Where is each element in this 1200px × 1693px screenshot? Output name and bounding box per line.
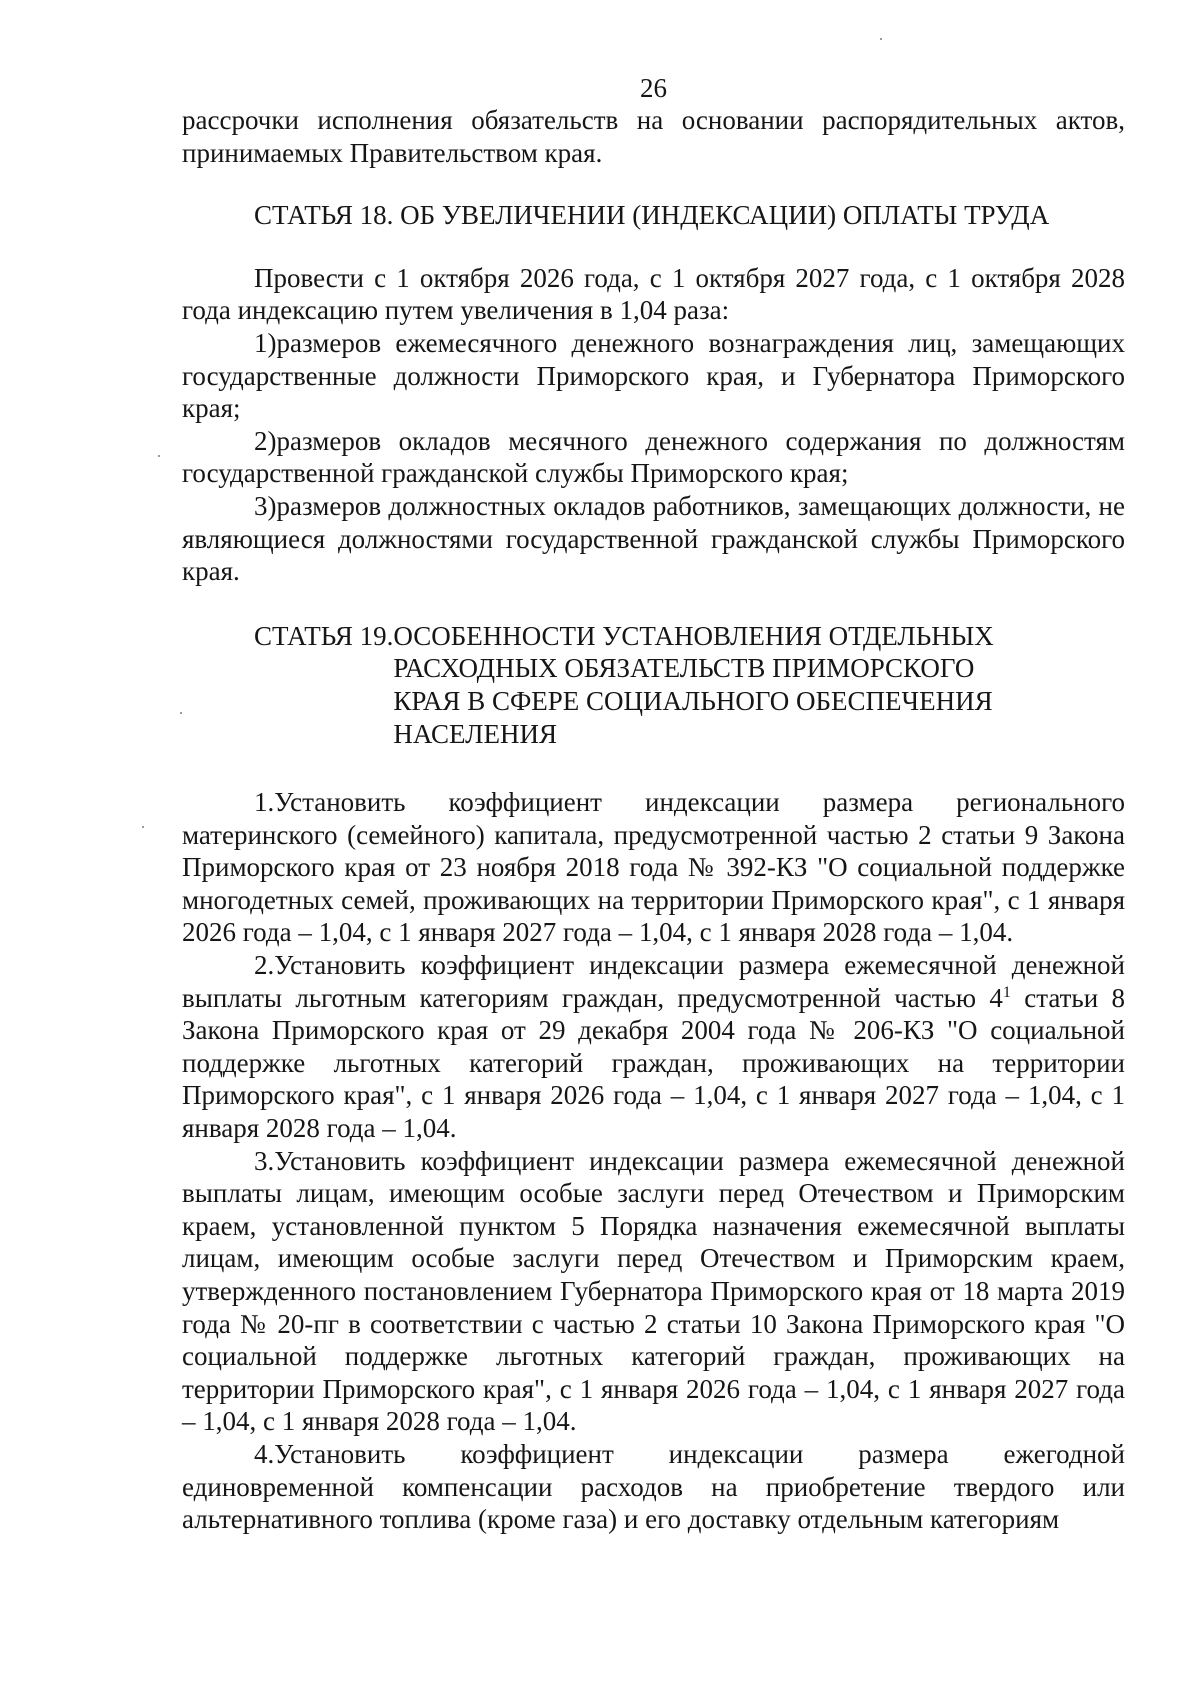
article-19-heading bbox=[182, 620, 1125, 750]
article-19-label: СТАТЬЯ 19. bbox=[254, 620, 394, 651]
article-19-item-2-rest: статьи 8 Закона Приморского края от 29 декабря 2004 года № 206-КЗ "О социальной поддержке льготных категорий граждан, проживающих на территории Приморского края", с 1 января 2026 года – 1,04, с 1 января 2027 года – 1,04, с 1 января 2028 года – 1,04. bbox=[182, 982, 1125, 1144]
article-18-item-2: 2)размеров окладов месячного денежного содержания по должностям государственной гражданской службы Приморского края; bbox=[182, 425, 1125, 489]
scan-speck bbox=[158, 455, 160, 457]
superscript: 1 bbox=[1002, 983, 1011, 1001]
article-18-item-1: 1)размеров ежемесячного денежного вознаграждения лиц, замещающих государственные должности Приморского края, и Губернатора Приморского края; bbox=[182, 327, 1125, 424]
article-18-item-3: 3)размеров должностных окладов работников, замещающих должности, не являющиеся должностями государственной гражданской службы Приморского края. bbox=[182, 490, 1125, 587]
article-18-intro: Провести с 1 октября 2026 года, с 1 октября 2027 года, с 1 октября 2028 года индексацию путем увеличения в 1,04 раза: bbox=[182, 262, 1125, 326]
page-number: 26 bbox=[640, 73, 667, 103]
article-19-item-2-text: 2.Установить коэффициент индексации размера ежемесячной денежной выплаты льготным категориям граждан, предусмотренной частью 4 bbox=[182, 950, 1125, 1013]
scan-speck bbox=[880, 38, 882, 40]
article-18-title: СТАТЬЯ 18. ОБ УВЕЛИЧЕНИИ (ИНДЕКСАЦИИ) ОПЛАТЫ ТРУДА bbox=[254, 200, 1050, 231]
article-19-item-2 bbox=[182, 949, 1125, 1145]
continuation-paragraph: рассрочки исполнения обязательств на основании распорядительных актов, принимаемых Правительством края. bbox=[182, 105, 1125, 168]
article-19-item-4: 4.Установить коэффициент индексации размера ежегодной единовременной компенсации расходов на приобретение твердого или альтернативного топлива (кроме газа) и его доставку отдельным категориям bbox=[182, 1438, 1125, 1535]
article-19-item-3: 3.Установить коэффициент индексации размера ежемесячной денежной выплаты лицам, имеющим особые заслуги перед Отечеством и Приморским краем, установленной пунктом 5 Порядка назначения ежемесячной выплаты лицам, имеющим особые заслуги перед Отечеством и Приморским краем, утвержденного постановлением Губернатора Приморского края от 18 марта 2019 года № 20-пг в соответствии с частью 2 статьи 10 Закона Приморского края "О социальной поддержке льготных категорий граждан, проживающих на территории Приморского края", с 1 января 2026 года – 1,04, с 1 января 2027 года – 1,04, с 1 января 2028 года – 1,04. bbox=[182, 1145, 1125, 1437]
article-19-title: ОСОБЕННОСТИ УСТАНОВЛЕНИЯ ОТДЕЛЬНЫХ РАСХОДНЫХ ОБЯЗАТЕЛЬСТВ ПРИМОРСКОГО КРАЯ В СФЕРЕ СОЦИАЛЬНОГО ОБЕСПЕЧЕНИЯ НАСЕЛЕНИЯ bbox=[393, 620, 994, 749]
article-19-item-1: 1.Установить коэффициент индексации размера регионального материнского (семейного) капитала, предусмотренной частью 2 статьи 9 Закона Приморского края от 23 ноября 2018 года № 392-КЗ "О социальной поддержке многодетных семей, проживающих на территории Приморского края", с 1 января 2026 года – 1,04, с 1 января 2027 года – 1,04, с 1 января 2028 года – 1,04. bbox=[182, 787, 1125, 948]
scan-speck bbox=[142, 826, 144, 828]
document-page bbox=[182, 72, 1125, 1536]
